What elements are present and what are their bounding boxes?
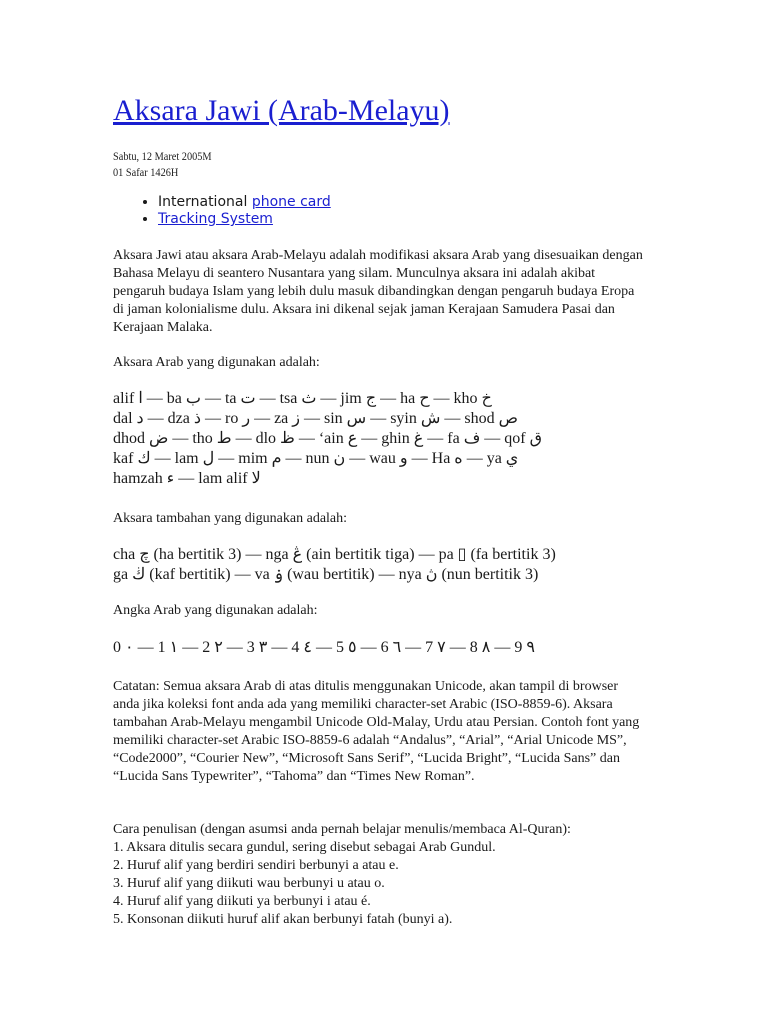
writing-rules	[113, 821, 571, 929]
writing-rules-heading: Cara penulisan (dengan asumsi anda pernah belajar menulis/membaca Al-Quran):	[113, 822, 571, 837]
arab-letters-list	[113, 389, 542, 489]
extra-letters-list	[113, 545, 556, 585]
phone-card-link[interactable]: phone card	[251, 194, 331, 210]
page-title[interactable]: Aksara Jawi (Arab-Melayu)	[113, 94, 450, 127]
rule-item: 5. Konsonan diikuti huruf alif akan berbunyi fatah (bunyi a).	[113, 912, 453, 927]
post-date	[113, 148, 228, 180]
rule-item: 4. Huruf alif yang diikuti ya berbunyi i atau é.	[113, 894, 371, 909]
numbers-heading: Angka Arab yang digunakan adalah:	[113, 603, 318, 618]
rule-item: 2. Huruf alif yang berdiri sendiri berbunyi a atau e.	[113, 858, 399, 873]
ad-links	[113, 194, 331, 228]
rule-item: 3. Huruf alif yang diikuti wau berbunyi u atau o.	[113, 876, 385, 891]
arabic-numbers-list	[113, 638, 535, 658]
extra-letters-line: ga ڬ (kaf bertitik) — va ۏ (wau bertitik) — nya ڽ (nun bertitik 3)	[113, 566, 539, 583]
ad-item-prefix: International	[158, 194, 252, 210]
arab-letters-line: hamzah ء — lam alif لا	[113, 470, 261, 487]
date-gregorian: Sabtu, 12 Maret 2005M	[113, 149, 212, 163]
arabic-numbers-line: 0 ٠ — 1 ١ — 2 ٢ — 3 ٣ — 4 ٤ — 5 ٥ — 6 ٦ — 7 ٧ — 8 ٨ — 9 ٩	[113, 639, 535, 656]
rule-item: 1. Aksara ditulis secara gundul, sering disebut sebagai Arab Gundul.	[113, 840, 496, 855]
extra-letters-line: cha چ (ha bertitik 3) — nga ڠ (ain bertitik tiga) — pa ▯ (fa bertitik 3)	[113, 546, 556, 563]
arab-letters-line: kaf ك — lam ل — mim م — nun ن — wau و — Ha ه — ya ي	[113, 450, 519, 467]
ad-item	[158, 211, 331, 228]
tracking-system-link[interactable]: Tracking System	[158, 211, 273, 227]
note-paragraph: Catatan: Semua aksara Arab di atas ditulis menggunakan Unicode, akan tampil di browser anda jika koleksi font anda ada yang memiliki character-set Arabic (ISO-8859-6). Aksara tambahan Arab-Melayu mengambil Unicode Old-Malay, Urdu atau Persian. Contoh font yang memiliki character-set Arabic ISO-8859-6 adalah “Andalus”, “Arial”, “Arial Unicode MS”, “Code2000”, “Courier New”, “Microsoft Sans Serif”, “Lucida Bright”, “Lucida Sans” dan “Lucida Sans Typewriter”, “Tahoma” dan “Times New Roman”.	[113, 679, 640, 784]
date-hijri: 01 Safar 1426H	[113, 165, 179, 179]
arab-letters-line: dal د — dza ذ — ro ر — za ز — sin س — syin ش — shod ص	[113, 410, 518, 427]
intro-paragraph: Aksara Jawi atau aksara Arab-Melayu adalah modifikasi aksara Arab yang disesuaikan dengan Bahasa Melayu di seantero Nusantara yang silam. Munculnya aksara ini adalah akibat pengaruh budaya Islam yang lebih dulu masuk dibandingkan dengan pengaruh budaya Eropa di jaman kolonialisme dulu. Aksara ini dikenal sejak jaman Kerajaan Samudera Pasai dan Kerajaan Malaka.	[113, 248, 643, 335]
arab-letters-heading: Aksara Arab yang digunakan adalah:	[113, 355, 320, 370]
arab-letters-line: dhod ض — tho ط — dlo ظ — ‘ain ع — ghin غ — fa ف — qof ق	[113, 430, 543, 447]
arab-letters-line: alif ا — ba ب — ta ت — tsa ث — jim ج — ha ح — kho خ	[113, 390, 492, 407]
extra-letters-heading: Aksara tambahan yang digunakan adalah:	[113, 511, 348, 526]
ad-item	[158, 194, 331, 211]
